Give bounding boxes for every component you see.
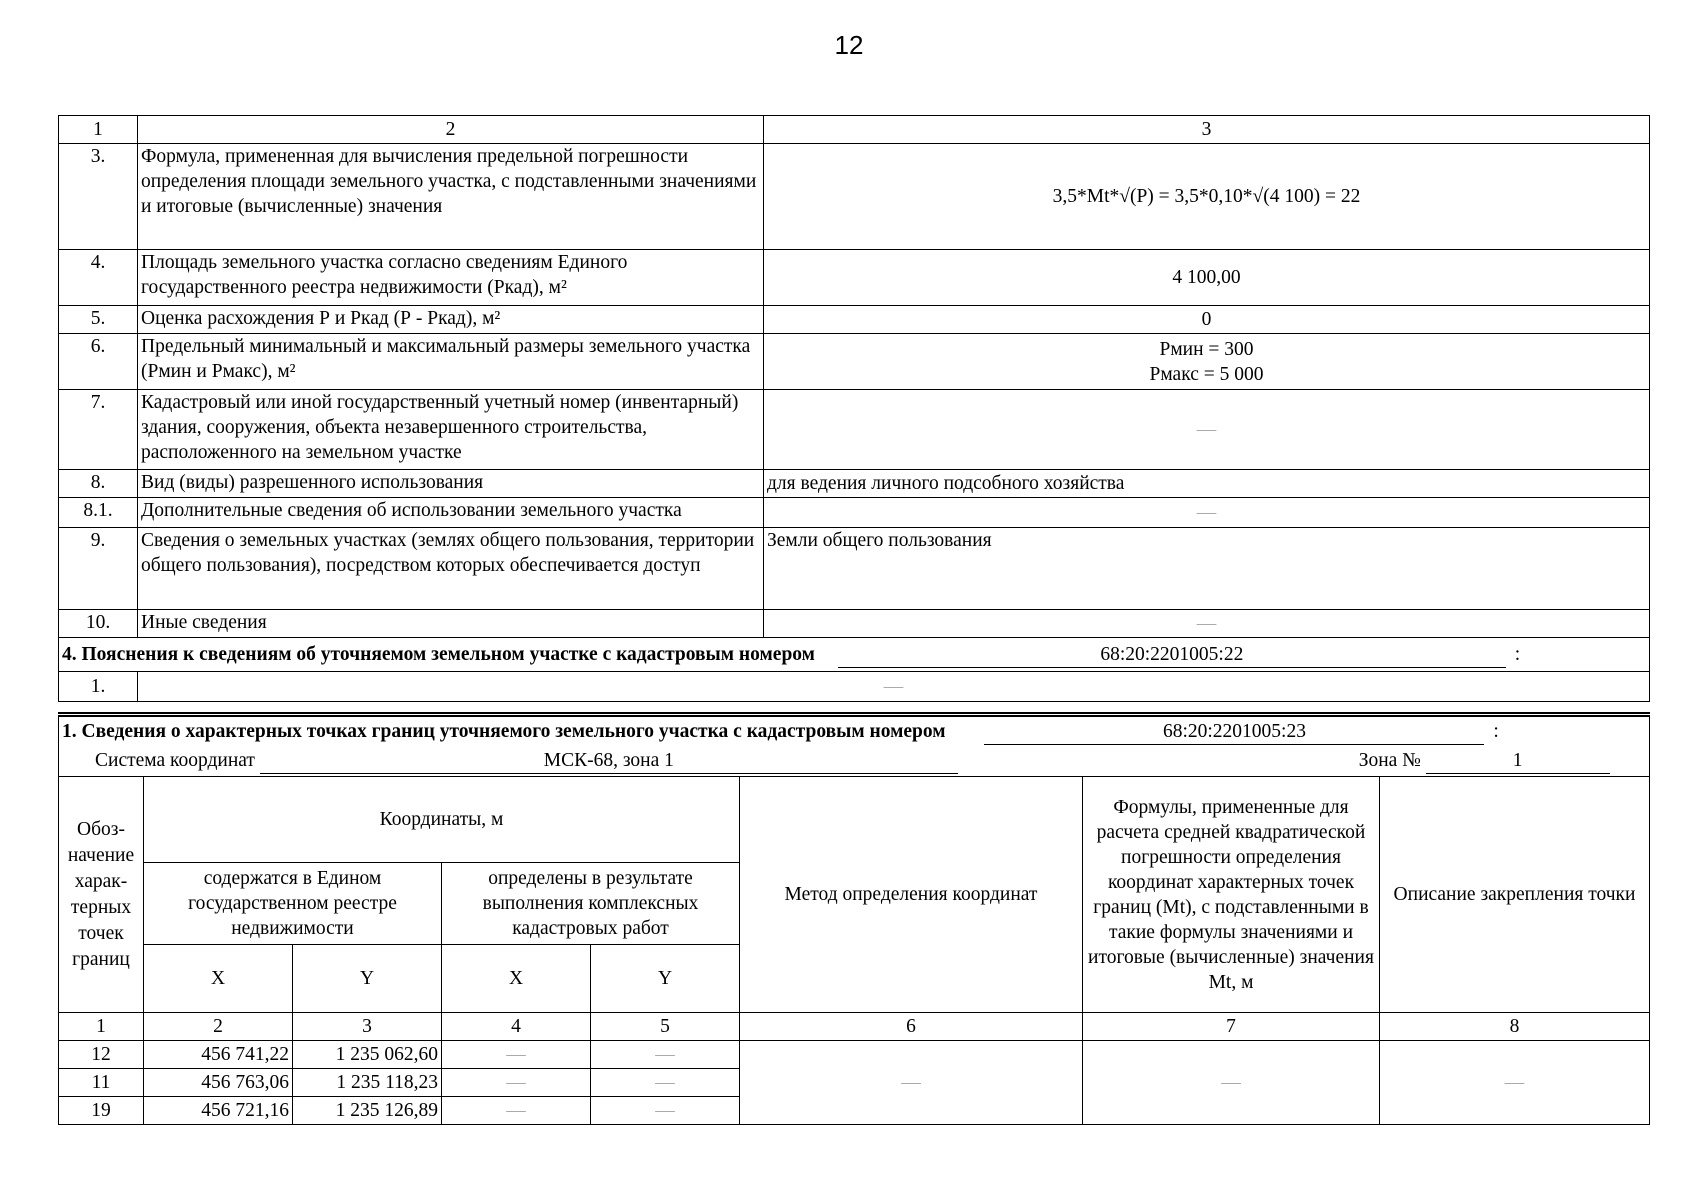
table-row <box>59 610 1650 638</box>
row-label: Формула, примененная для вычисления предельной погрешности определения площади земельного участка, с подставленными значениями и итоговые (вычисленные) значения <box>138 144 764 250</box>
row-value: — <box>764 390 1650 470</box>
column-number: 3 <box>293 1013 442 1041</box>
egrn-x: 456 721,16 <box>144 1097 293 1125</box>
table-row <box>59 334 1650 390</box>
table-row <box>59 1041 1650 1069</box>
description-header: Описание закрепления точки <box>1380 777 1650 1013</box>
row-number: 4. <box>59 250 138 306</box>
section-1-colon: : <box>1493 720 1499 742</box>
row-label: Предельный минимальный и максимальный размеры земельного участка (Рмин и Рмакс), м² <box>138 334 764 390</box>
coordinates-header: Координаты, м <box>144 777 740 863</box>
description-value: — <box>1380 1041 1650 1125</box>
table-row <box>59 250 1650 306</box>
kkr-x: — <box>442 1041 591 1069</box>
coordinate-system-label: Система координат <box>95 750 255 772</box>
coordinate-system-row <box>59 747 1650 777</box>
egrn-coordinates-header: содержатся в Едином государственном реестре недвижимости <box>144 863 442 945</box>
column-numbers-row <box>59 1013 1650 1041</box>
column-number: 4 <box>442 1013 591 1041</box>
section-4-header <box>59 638 1650 672</box>
egrn-y: 1 235 062,60 <box>293 1041 442 1069</box>
egrn-x: 456 763,06 <box>144 1069 293 1097</box>
table-row <box>59 528 1650 610</box>
kkr-y: — <box>591 1097 740 1125</box>
row-number: 8. <box>59 470 138 498</box>
row-value: 3,5*Mt*√(P) = 3,5*0,10*√(4 100) = 22 <box>764 144 1650 250</box>
kkr-x: — <box>442 1097 591 1125</box>
point-designation-header: Обоз-начение харак-терных точек границ <box>59 777 144 1013</box>
section-1-header <box>59 715 1650 747</box>
section-1-cadastral-number: 68:20:2201005:23 <box>984 720 1484 745</box>
point-id: 12 <box>59 1041 144 1069</box>
section-4-title: 4. Пояснения к сведениям об уточняемом земельном участке с кадастровым номером <box>62 643 815 665</box>
column-number: 7 <box>1083 1013 1380 1041</box>
row-number: 10. <box>59 610 138 638</box>
section-4-cadastral-number: 68:20:2201005:22 <box>838 643 1506 668</box>
boundary-points-table <box>58 712 1650 1125</box>
formulas-value: — <box>1083 1041 1380 1125</box>
row-value: — <box>764 498 1650 528</box>
page-number: 12 <box>834 30 864 60</box>
row-value: Земли общего пользования <box>764 528 1650 610</box>
column-number: 1 <box>59 1013 144 1041</box>
column-number: 5 <box>591 1013 740 1041</box>
row-label: Вид (виды) разрешенного использования <box>138 470 764 498</box>
column-number: 2 <box>144 1013 293 1041</box>
row-label: Сведения о земельных участках (землях общего пользования, территории общего пользования), посредством которых обеспечивается доступ <box>138 528 764 610</box>
kkr-coordinates-header: определены в результате выполнения комплексных кадастровых работ <box>442 863 740 945</box>
section-4-row <box>59 672 1650 702</box>
row-label: Дополнительные сведения об использовании земельного участка <box>138 498 764 528</box>
method-header: Метод определения координат <box>740 777 1083 1013</box>
row-label: Площадь земельного участка согласно сведениям Единого государственного реестра недвижимости (Ркад), м² <box>138 250 764 306</box>
row-number: 5. <box>59 306 138 334</box>
table-row <box>59 144 1650 250</box>
y-header: Y <box>293 945 442 1013</box>
row-value: — <box>764 610 1650 638</box>
egrn-x: 456 741,22 <box>144 1041 293 1069</box>
row-number: 7. <box>59 390 138 470</box>
table-row <box>59 498 1650 528</box>
row-number: 8.1. <box>59 498 138 528</box>
max-size-value: Рмакс = 5 000 <box>1149 363 1264 385</box>
row-number: 6. <box>59 334 138 390</box>
point-id: 19 <box>59 1097 144 1125</box>
column-number: 1 <box>59 116 138 144</box>
section-1-title: 1. Сведения о характерных точках границ уточняемого земельного участка с кадастровым номером <box>62 720 946 742</box>
kkr-y: — <box>591 1041 740 1069</box>
x-header: X <box>144 945 293 1013</box>
zone-value: 1 <box>1426 749 1610 774</box>
column-number: 8 <box>1380 1013 1650 1041</box>
formulas-header: Формулы, примененные для расчета средней квадратической погрешности определения координат характерных точек границ (Mt), с подставленными в такие формулы значениями и итоговые (вычисленные) значения Mt, м <box>1083 777 1380 1013</box>
row-value: для ведения личного подсобного хозяйства <box>764 470 1650 498</box>
method-value: — <box>740 1041 1083 1125</box>
row-number: 3. <box>59 144 138 250</box>
row-value: — <box>138 672 1650 702</box>
egrn-y: 1 235 126,89 <box>293 1097 442 1125</box>
row-label: Иные сведения <box>138 610 764 638</box>
table-row <box>59 470 1650 498</box>
row-value: 0 <box>764 306 1650 334</box>
row-label: Кадастровый или иной государственный учетный номер (инвентарный) здания, сооружения, объекта незавершенного строительства, расположенного на земельном участке <box>138 390 764 470</box>
table-header-row <box>59 116 1650 144</box>
land-plot-details-table <box>58 115 1650 702</box>
table-row <box>59 306 1650 334</box>
table-row <box>59 390 1650 470</box>
y-header: Y <box>591 945 740 1013</box>
x-header: X <box>442 945 591 1013</box>
kkr-y: — <box>591 1069 740 1097</box>
column-number: 3 <box>764 116 1650 144</box>
row-number: 1. <box>59 672 138 702</box>
column-number: 2 <box>138 116 764 144</box>
coordinate-system-value: МСК-68, зона 1 <box>260 749 958 774</box>
kkr-x: — <box>442 1069 591 1097</box>
row-number: 9. <box>59 528 138 610</box>
row-value: 4 100,00 <box>764 250 1650 306</box>
column-number: 6 <box>740 1013 1083 1041</box>
section-4-colon: : <box>1514 643 1521 665</box>
min-size-value: Рмин = 300 <box>1159 338 1254 360</box>
row-label: Оценка расхождения Р и Ркад (Р - Ркад), м² <box>138 306 764 334</box>
egrn-y: 1 235 118,23 <box>293 1069 442 1097</box>
point-id: 11 <box>59 1069 144 1097</box>
zone-label: Зона № <box>1358 750 1421 772</box>
row-value <box>764 334 1650 390</box>
